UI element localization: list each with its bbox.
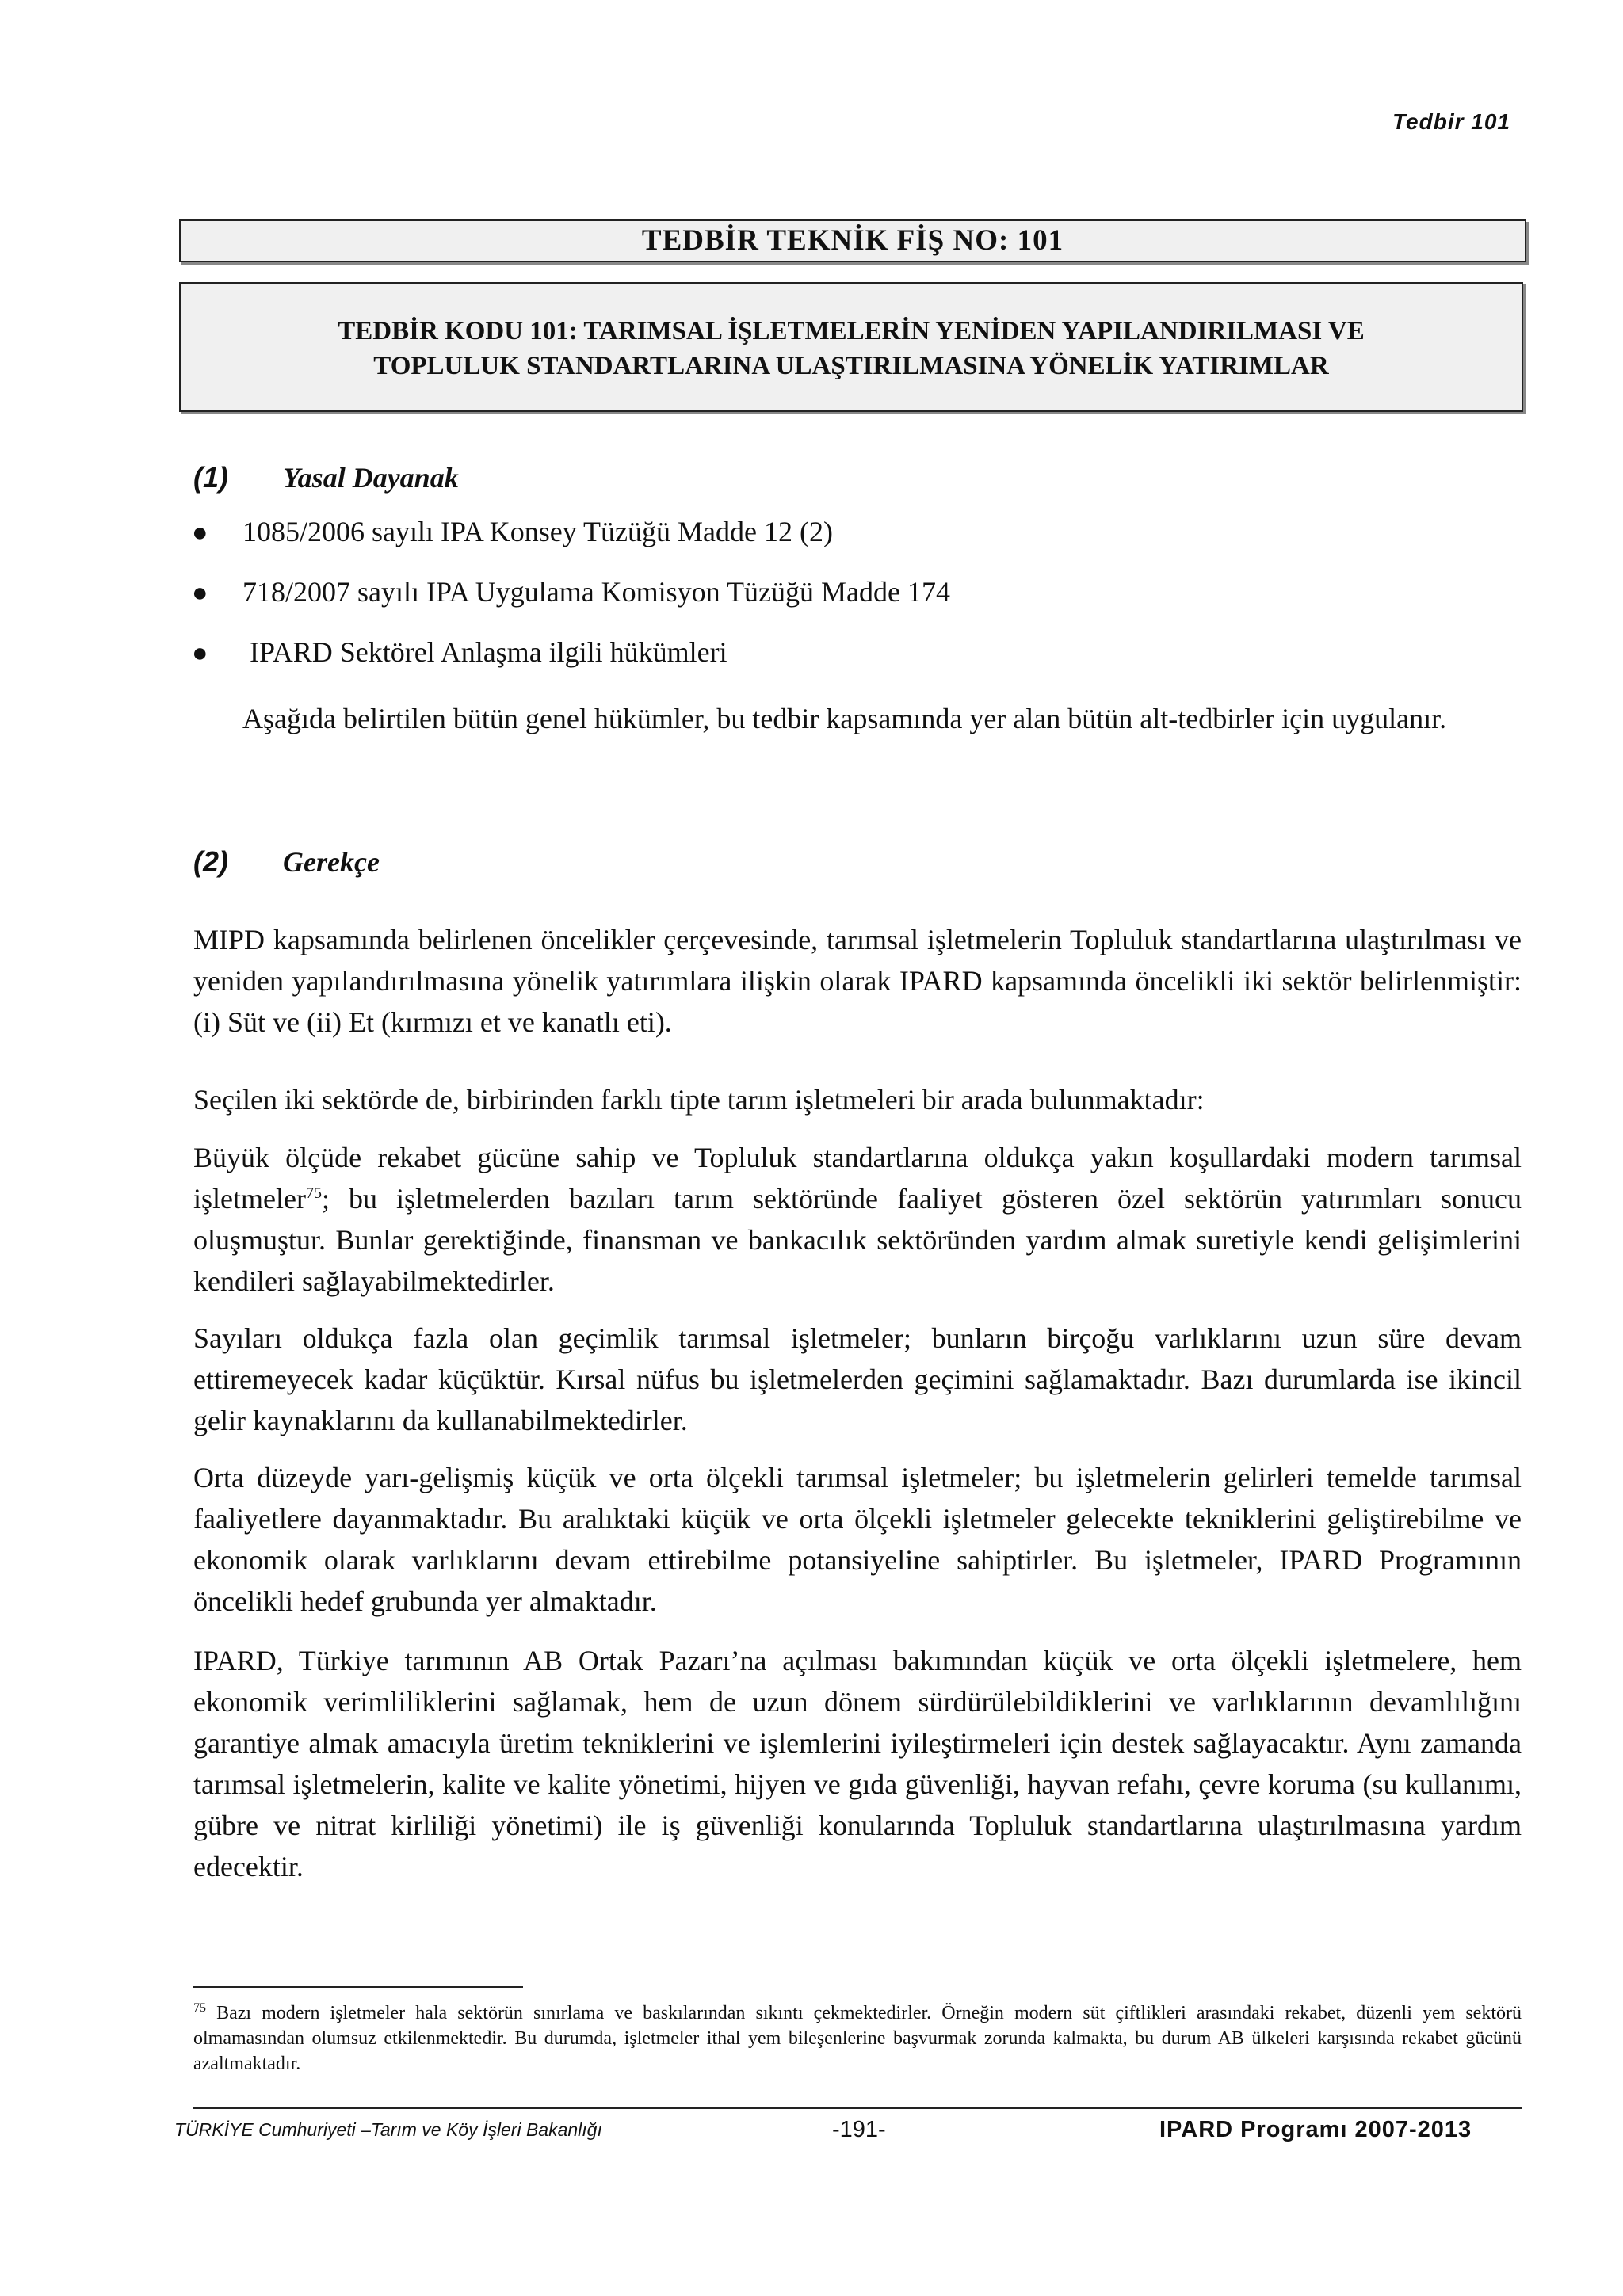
footnote-text: Bazı modern işletmeler hala sektörün sınırlama ve baskılarından sıkıntı çekmektedirler. Örneğin modern süt çiftlikleri arasındaki rekabet, düzenli yem sektörü olmamasından olumsuz etkilenmektedir. Bu durumda, işletmeler ithal yem bileşenlerine başvurmak zorunda kalmakta, bu durum AB ülkeleri karşısında rekabet gücünü azaltmaktadır.	[193, 2003, 1522, 2074]
paragraph-with-footnote	[193, 1137, 1522, 1302]
legal-basis-list	[190, 515, 1522, 696]
footer-separator	[193, 2107, 1522, 2109]
running-header: Tedbir 101	[1392, 109, 1510, 134]
footer-program: IPARD Programı 2007-2013	[1159, 2117, 1472, 2142]
paragraph-text: Büyük ölçüde rekabet gücüne sahip ve Topluluk standartlarına oldukça yakın koşullardaki modern tarımsal işletmeler	[193, 1142, 1522, 1215]
list-item-text: 1085/2006 sayılı IPA Konsey Tüzüğü Madde 12 (2)	[242, 516, 833, 547]
measure-code-line-1: TEDBİR KODU 101: TARIMSAL İŞLETMELERİN YENİDEN YAPILANDIRILMASI VE	[338, 317, 1365, 345]
section-2-title: Gerekçe	[283, 846, 380, 878]
bullet-icon: ●	[192, 578, 208, 608]
section-1-heading	[193, 461, 459, 494]
paragraph: MIPD kapsamında belirlenen öncelikler çerçevesinde, tarımsal işletmelerin Topluluk standartlarına ulaştırılması ve yeniden yapılandırılmasına yönelik yatırımlara ilişkin olarak IPARD kapsamında öncelikli iki sektör belirlenmiştir: (i) Süt ve (ii) Et (kırmızı et ve kanatlı eti).	[193, 924, 1522, 1038]
paragraph-text: ; bu işletmelerden bazıları tarım sektöründe faaliyet gösteren özel sektörün yatırımları sonucu oluşmuştur. Bunlar gerektiğinde, finansman ve bankacılık sektöründen yardım almak suretiyle kendi gelişimlerini kendileri sağlayabilmektedirler.	[193, 1183, 1522, 1297]
section-2-heading	[193, 845, 380, 879]
measure-code-line-2: TOPLULUK STANDARTLARINA ULAŞTIRILMASINA YÖNELİK YATIRIMLAR	[373, 352, 1329, 380]
bullet-icon: ●	[192, 518, 208, 547]
legal-basis-note: Aşağıda belirtilen bütün genel hükümler, bu tedbir kapsamında yer alan bütün alt-tedbirler için uygulanır.	[242, 703, 1447, 734]
bullet-icon: ●	[192, 639, 208, 668]
paragraph: Orta düzeyde yarı-gelişmiş küçük ve orta ölçekli tarımsal işletmeler; bu işletmelerin gelirleri temelde tarımsal faaliyetlere dayanmaktadır. Bu aralıktaki küçük ve orta ölçekli işletmeler gelecekte tekniklerini geliştirebilme ve ekonomik olarak varlıklarını devam ettirebilme potansiyeline sahiptirler. Bu işletmeler, IPARD Programının öncelikli hedef grubunda yer almaktadır.	[193, 1462, 1522, 1617]
paragraph: IPARD, Türkiye tarımının AB Ortak Pazarı’na açılması bakımından küçük ve orta ölçekli işletmelere, hem ekonomik verimliliklerini sağlamak, hem de uzun dönem sürdürülebildiklerini ve varlıklarının devamlılığını garantiye almak amacıyla üretim tekniklerini ve işlemlerini iyileştirmeleri için destek sağlayacaktır. Aynı zamanda tarımsal işletmelerin, kalite ve kalite yönetimi, hijyen ve gıda güvenliği, hayvan refahı, çevre koruma (su kullanımı, gübre ve nitrat kirliliği yönetimi) ile iş güvenliği konularında Topluluk standartlarına ulaştırılmasına yardım edecektir.	[193, 1645, 1522, 1882]
footnote-reference: 75	[305, 1184, 322, 1202]
list-item-text: IPARD Sektörel Anlaşma ilgili hükümleri	[242, 636, 727, 668]
section-1-title: Yasal Dayanak	[283, 462, 459, 494]
list-item	[190, 515, 1522, 575]
section-2-number: (2)	[193, 845, 228, 878]
paragraph: Seçilen iki sektörde de, birbirinden farklı tipte tarım işletmeleri bir arada bulunmaktadır:	[193, 1084, 1205, 1116]
footnote	[193, 2000, 1522, 2077]
footnote-number: 75	[193, 2001, 206, 2015]
list-item	[190, 575, 1522, 635]
list-item-text: 718/2007 sayılı IPA Uygulama Komisyon Tüzüğü Madde 174	[242, 576, 950, 608]
list-item	[190, 635, 1522, 696]
measure-sheet-title: TEDBİR TEKNİK FİŞ NO: 101	[179, 219, 1526, 262]
footnote-separator	[193, 1986, 523, 1988]
measure-code-box	[179, 282, 1523, 412]
footer-ministry: TÜRKİYE Cumhuriyeti –Tarım ve Köy İşleri Bakanlığı	[174, 2119, 602, 2140]
page-number: -191-	[832, 2117, 886, 2142]
section-1-number: (1)	[193, 461, 228, 494]
paragraph: Sayıları oldukça fazla olan geçimlik tarımsal işletmeler; bunların birçoğu varlıklarını uzun süre devam ettiremeyecek kadar küçüktür. Kırsal nüfus bu işletmelerden geçimini sağlamaktadır. Bazı durumlarda ise ikincil gelir kaynaklarını da kullanabilmektedirler.	[193, 1322, 1522, 1436]
